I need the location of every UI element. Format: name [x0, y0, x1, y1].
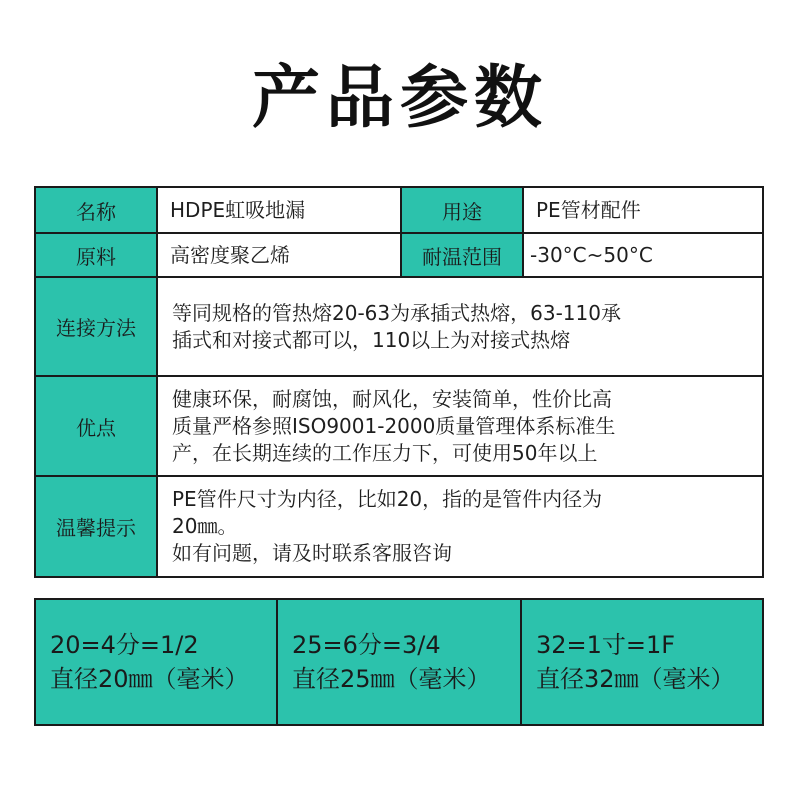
size-spec: 25=6分=3/4 [292, 631, 441, 659]
connect-label: 连接方法 [35, 277, 157, 376]
size-table [34, 598, 764, 726]
size-spec: 20=4分=1/2 [50, 631, 199, 659]
usage-value: PE管材配件 [523, 187, 763, 233]
spec-row-name [35, 187, 763, 233]
size-diameter: 直径20㎜（毫米） [50, 665, 249, 693]
material-label: 原料 [35, 233, 157, 277]
temp-value: -30°C~50°C [523, 233, 763, 277]
tip-label: 温馨提示 [35, 476, 157, 577]
advantage-value [157, 376, 763, 476]
size-cell-25 [277, 599, 521, 725]
connect-line: 插式和对接式都可以，110以上为对接式热熔 [172, 327, 571, 352]
spec-row-advantage [35, 376, 763, 476]
page-title: 产品参数 [251, 59, 548, 138]
connect-line: 等同规格的管热熔20-63为承插式热熔，63-110承 [172, 300, 621, 325]
tip-value [157, 476, 763, 577]
spec-row-connect [35, 277, 763, 376]
size-diameter: 直径25㎜（毫米） [292, 665, 491, 693]
advantage-label: 优点 [35, 376, 157, 476]
name-value: HDPE虹吸地漏 [157, 187, 401, 233]
spec-row-tip [35, 476, 763, 577]
size-diameter: 直径32㎜（毫米） [536, 665, 735, 693]
advantage-line: 健康环保，耐腐蚀，耐风化，安装简单，性价比高 [172, 386, 612, 411]
material-value: 高密度聚乙烯 [157, 233, 401, 277]
spec-row-material [35, 233, 763, 277]
connect-value [157, 277, 763, 376]
tip-line: PE管件尺寸为内径，比如20，指的是管件内径为 [172, 487, 603, 511]
advantage-line: 产，在长期连续的工作压力下，可使用50年以上 [172, 440, 598, 465]
spec-table [34, 186, 764, 578]
name-label: 名称 [35, 187, 157, 233]
size-cell-20 [35, 599, 277, 725]
usage-label: 用途 [401, 187, 523, 233]
size-spec: 32=1寸=1F [536, 631, 676, 659]
size-row [35, 599, 763, 725]
temp-label: 耐温范围 [401, 233, 523, 277]
advantage-line: 质量严格参照ISO9001-2000质量管理体系标准生 [172, 413, 616, 438]
size-cell-32 [521, 599, 763, 725]
tip-line: 如有问题，请及时联系客服咨询 [172, 541, 452, 565]
tip-line: 20㎜。 [172, 514, 238, 538]
